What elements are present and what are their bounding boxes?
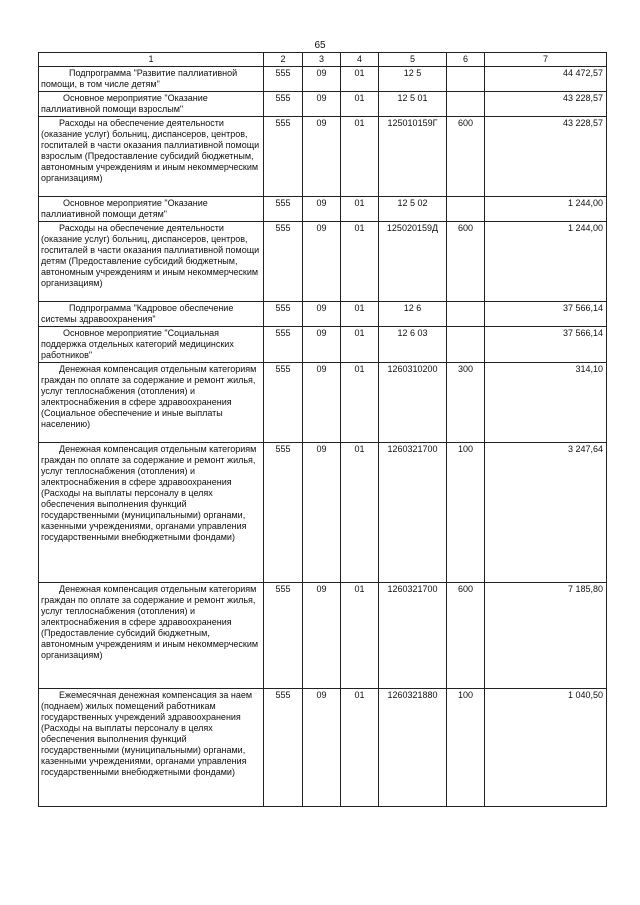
- cell-target: 12 5 02: [379, 197, 447, 222]
- cell-subsection: 01: [341, 689, 379, 807]
- cell-expense-type: 600: [447, 117, 485, 197]
- cell-section: 09: [303, 443, 341, 583]
- table-row: [39, 327, 607, 363]
- cell-expense-type: [447, 67, 485, 92]
- row-name: Расходы на обеспечение деятельности (оказание услуг) больниц, диспансеров, центров, госпиталей в части оказания паллиативной помощи детям (Предоставление субсидий бюджетным, автономным учреждениям и иным некоммерческим организациям): [39, 222, 264, 302]
- row-name: Подпрограмма "Развитие паллиативной помощи, в том числе детям": [39, 67, 264, 92]
- cell-code: 555: [264, 117, 303, 197]
- cell-section: 09: [303, 302, 341, 327]
- page-number: 65: [314, 40, 326, 51]
- cell-amount: 3 247,64: [485, 443, 607, 583]
- table-row: [39, 583, 607, 689]
- cell-target: 1260321700: [379, 443, 447, 583]
- cell-expense-type: 600: [447, 583, 485, 689]
- row-name: Денежная компенсация отдельным категориям граждан по оплате за содержание и ремонт жилья, услуг теплоснабжения (отопления) и электроснабжения в сфере здравоохранения (Предоставление субсидий бюджетным, автономным учреждениям и иным некоммерческим организациям): [39, 583, 264, 689]
- column-header: 3: [303, 53, 341, 67]
- cell-amount: 7 185,80: [485, 583, 607, 689]
- cell-subsection: 01: [341, 67, 379, 92]
- cell-section: 09: [303, 689, 341, 807]
- row-name: Расходы на обеспечение деятельности (оказание услуг) больниц, диспансеров, центров, госпиталей в части оказания паллиативной помощи взрослым (Предоставление субсидий бюджетным, автономным учреждениям и иным некоммерческим организациям): [39, 117, 264, 197]
- cell-expense-type: 300: [447, 363, 485, 443]
- cell-subsection: 01: [341, 363, 379, 443]
- column-header: 1: [39, 53, 264, 67]
- cell-target: 1260321880: [379, 689, 447, 807]
- table-header-row: [39, 53, 607, 67]
- table-row: [39, 363, 607, 443]
- table-row: [39, 689, 607, 807]
- column-header: 6: [447, 53, 485, 67]
- cell-expense-type: 100: [447, 689, 485, 807]
- cell-amount: 44 472,57: [485, 67, 607, 92]
- table-row: [39, 117, 607, 197]
- row-name: Денежная компенсация отдельным категориям граждан по оплате за содержание и ремонт жилья, услуг теплоснабжения (отопления) и электроснабжения в сфере здравоохранения (Расходы на выплаты персоналу в целях обеспечения выполнения функций государственными (муниципальными) органами, казенными учреждениями, органами управления государственными внебюджетными фондами): [39, 443, 264, 583]
- cell-section: 09: [303, 92, 341, 117]
- column-header: 2: [264, 53, 303, 67]
- cell-amount: 43 228,57: [485, 92, 607, 117]
- cell-amount: 1 244,00: [485, 197, 607, 222]
- cell-target: 1260321700: [379, 583, 447, 689]
- cell-code: 555: [264, 363, 303, 443]
- cell-code: 555: [264, 92, 303, 117]
- cell-code: 555: [264, 583, 303, 689]
- cell-target: 12 6 03: [379, 327, 447, 363]
- cell-expense-type: [447, 197, 485, 222]
- cell-code: 555: [264, 197, 303, 222]
- cell-code: 555: [264, 222, 303, 302]
- cell-subsection: 01: [341, 443, 379, 583]
- cell-section: 09: [303, 583, 341, 689]
- cell-expense-type: 600: [447, 222, 485, 302]
- cell-target: 12 5 01: [379, 92, 447, 117]
- cell-code: 555: [264, 327, 303, 363]
- cell-expense-type: [447, 92, 485, 117]
- cell-code: 555: [264, 67, 303, 92]
- cell-target: 125010159Г: [379, 117, 447, 197]
- table-row: [39, 443, 607, 583]
- cell-section: 09: [303, 117, 341, 197]
- column-header: 5: [379, 53, 447, 67]
- row-name: Подпрограмма "Кадровое обеспечение системы здравоохранения": [39, 302, 264, 327]
- cell-section: 09: [303, 67, 341, 92]
- cell-code: 555: [264, 689, 303, 807]
- cell-section: 09: [303, 363, 341, 443]
- cell-target: 1260310200: [379, 363, 447, 443]
- cell-amount: 43 228,57: [485, 117, 607, 197]
- column-header: 4: [341, 53, 379, 67]
- cell-code: 555: [264, 302, 303, 327]
- cell-target: 12 6: [379, 302, 447, 327]
- cell-amount: 1 244,00: [485, 222, 607, 302]
- table-row: [39, 302, 607, 327]
- cell-subsection: 01: [341, 222, 379, 302]
- cell-section: 09: [303, 197, 341, 222]
- cell-subsection: 01: [341, 117, 379, 197]
- column-header: 7: [485, 53, 607, 67]
- cell-subsection: 01: [341, 583, 379, 689]
- row-name: Денежная компенсация отдельным категориям граждан по оплате за содержание и ремонт жилья, услуг теплоснабжения (отопления) и электроснабжения в сфере здравоохранения (Социальное обеспечение и иные выплаты населению): [39, 363, 264, 443]
- cell-target: 12 5: [379, 67, 447, 92]
- row-name: Основное мероприятие "Оказание паллиативной помощи детям": [39, 197, 264, 222]
- row-name: Основное мероприятие "Социальная поддержка отдельных категорий медицинских работников": [39, 327, 264, 363]
- cell-subsection: 01: [341, 327, 379, 363]
- row-name: Ежемесячная денежная компенсация за наем (поднаем) жилых помещений работникам государственных учреждений здравоохранения (Расходы на выплаты персоналу в целях обеспечения выполнения функций государственными (муниципальными) органами, казенными учреждениями, органами управления государственными внебюджетными фондами): [39, 689, 264, 807]
- cell-subsection: 01: [341, 197, 379, 222]
- cell-section: 09: [303, 327, 341, 363]
- cell-target: 125020159Д: [379, 222, 447, 302]
- cell-amount: 37 566,14: [485, 327, 607, 363]
- table-row: [39, 67, 607, 92]
- cell-amount: 1 040,50: [485, 689, 607, 807]
- cell-section: 09: [303, 222, 341, 302]
- cell-expense-type: [447, 327, 485, 363]
- cell-expense-type: [447, 302, 485, 327]
- table-row: [39, 222, 607, 302]
- budget-table: [38, 52, 607, 807]
- cell-expense-type: 100: [447, 443, 485, 583]
- cell-subsection: 01: [341, 302, 379, 327]
- cell-amount: 314,10: [485, 363, 607, 443]
- cell-amount: 37 566,14: [485, 302, 607, 327]
- cell-subsection: 01: [341, 92, 379, 117]
- row-name: Основное мероприятие "Оказание паллиативной помощи взрослым": [39, 92, 264, 117]
- table-row: [39, 197, 607, 222]
- cell-code: 555: [264, 443, 303, 583]
- table-row: [39, 92, 607, 117]
